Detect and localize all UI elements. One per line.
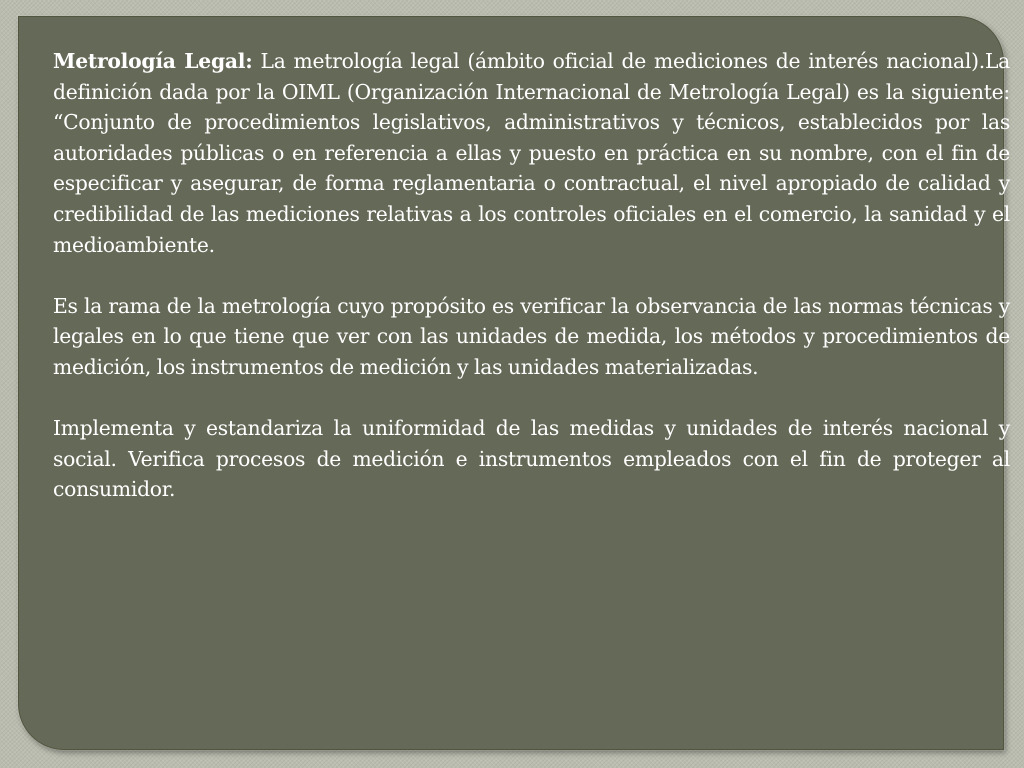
slide-panel — [18, 16, 1011, 750]
slide-text-body — [53, 46, 1010, 536]
term-heading: Metrología Legal: — [53, 49, 253, 73]
paragraph-purpose — [53, 291, 1010, 383]
implementation-text: Implementa y estandariza la uniformidad de las medidas y unidades de interés nacional y social. Verifica procesos de medición e instrumentos empleados con el fin de proteger al consumidor. — [53, 416, 1010, 502]
paragraph-implementation — [53, 413, 1010, 505]
definition-text: La metrología legal (ámbito oficial de mediciones de interés nacional).La definición dada por la OIML (Organización Internacional de Metrología Legal) es la siguiente: “Conjunto de procedimientos legislativos, administrativos y técnicos, establecidos por las autoridades públicas o en referencia a ellas y puesto en práctica en su nombre, con el fin de especificar y asegurar, de forma reglamentaria o contractual, el nivel apropiado de calidad y credibilidad de las mediciones relativas a los controles oficiales en el comercio, la sanidad y el medioambiente. — [53, 49, 1011, 257]
paragraph-definition — [53, 46, 1010, 260]
purpose-text: Es la rama de la metrología cuyo propósito es verificar la observancia de las normas técnicas y legales en lo que tiene que ver con las unidades de medida, los métodos y procedimientos de medición, los instrumentos de medición y las unidades materializadas. — [53, 293, 1010, 379]
